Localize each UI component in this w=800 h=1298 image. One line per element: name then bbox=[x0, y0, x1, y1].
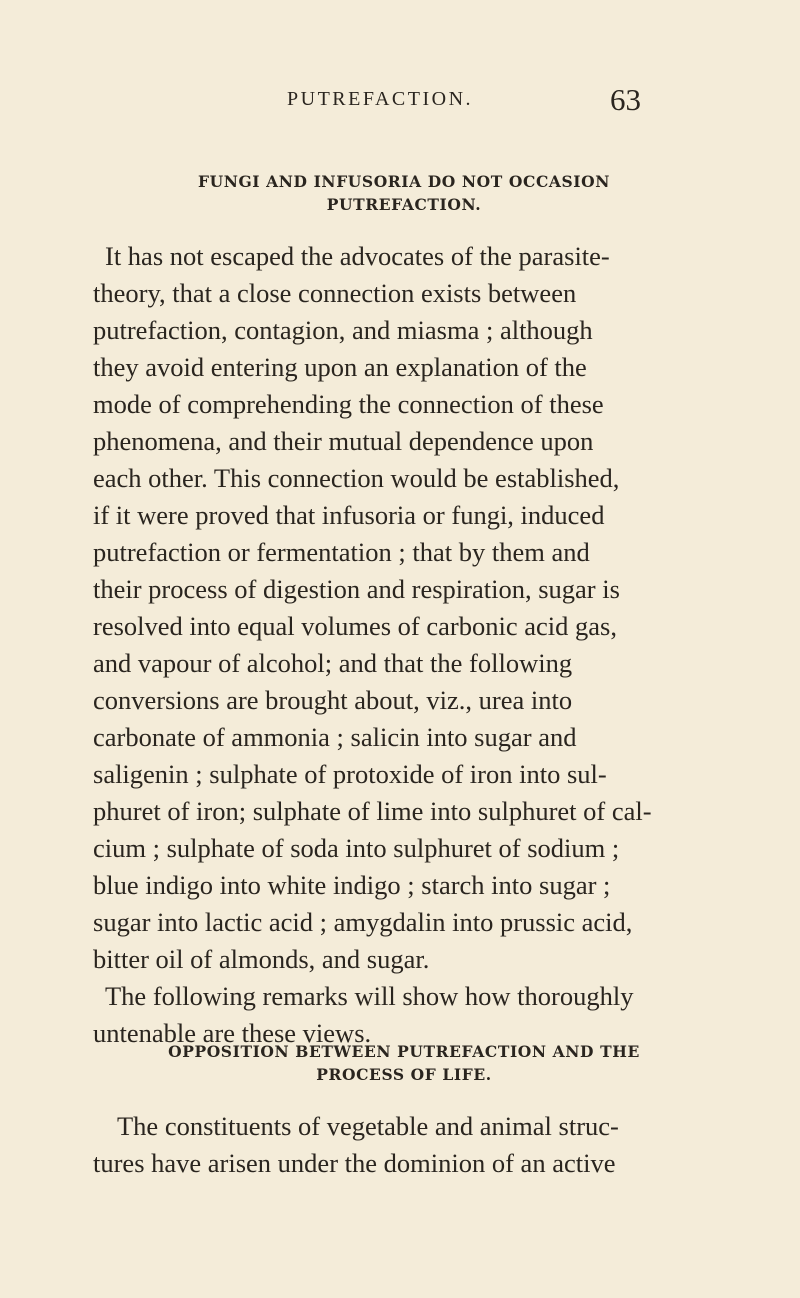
section-heading-opposition bbox=[94, 1040, 714, 1086]
page-number: 63 bbox=[610, 82, 641, 117]
text-line: putrefaction or fermentation ; that by them and bbox=[93, 537, 590, 567]
running-head: PUTREFACTION. bbox=[287, 88, 474, 110]
text-line: their process of digestion and respiration, sugar is bbox=[93, 574, 620, 604]
text-line: sugar into lactic acid ; amygdalin into prussic acid, bbox=[93, 907, 633, 937]
text-line: untenable are these views. bbox=[93, 1018, 372, 1048]
text-line: The following remarks will show how thoroughly bbox=[105, 981, 634, 1011]
heading-line: FUNGI AND INFUSORIA DO NOT OCCASION bbox=[197, 172, 611, 191]
text-line: and vapour of alcohol; and that the following bbox=[93, 648, 573, 678]
text-line: each other. This connection would be established, bbox=[93, 463, 620, 493]
paragraph-constituents bbox=[93, 1108, 685, 1182]
text-line: phuret of iron; sulphate of lime into sulphuret of cal- bbox=[93, 796, 652, 826]
heading-line: PROCESS OF LIFE. bbox=[316, 1065, 492, 1084]
text-line: bitter oil of almonds, and sugar. bbox=[93, 944, 430, 974]
text-line: The constituents of vegetable and animal struc- bbox=[117, 1111, 619, 1141]
text-line: blue indigo into white indigo ; starch into sugar ; bbox=[93, 870, 611, 900]
text-line: they avoid entering upon an explanation of the bbox=[93, 352, 587, 382]
text-line: if it were proved that infusoria or fungi, induced bbox=[93, 500, 605, 530]
heading-line: PUTREFACTION. bbox=[326, 195, 482, 214]
text-line: mode of comprehending the connection of these bbox=[93, 389, 604, 419]
text-line: phenomena, and their mutual dependence upon bbox=[93, 426, 594, 456]
section-heading-fungi bbox=[94, 170, 714, 216]
text-line: theory, that a close connection exists between bbox=[93, 278, 577, 308]
text-line: putrefaction, contagion, and miasma ; although bbox=[93, 315, 593, 345]
text-line: conversions are brought about, viz., urea into bbox=[93, 685, 573, 715]
text-line: cium ; sulphate of soda into sulphuret of sodium ; bbox=[93, 833, 620, 863]
heading-line: OPPOSITION BETWEEN PUTREFACTION AND THE bbox=[168, 1042, 640, 1061]
paragraph-parasite-theory bbox=[93, 238, 685, 1052]
text-line: resolved into equal volumes of carbonic acid gas, bbox=[93, 611, 617, 641]
text-line: tures have arisen under the dominion of an active bbox=[93, 1148, 616, 1178]
text-line: saligenin ; sulphate of protoxide of iron into sul- bbox=[93, 759, 607, 789]
text-line: It has not escaped the advocates of the parasite- bbox=[105, 241, 610, 271]
text-line: carbonate of ammonia ; salicin into sugar and bbox=[93, 722, 577, 752]
